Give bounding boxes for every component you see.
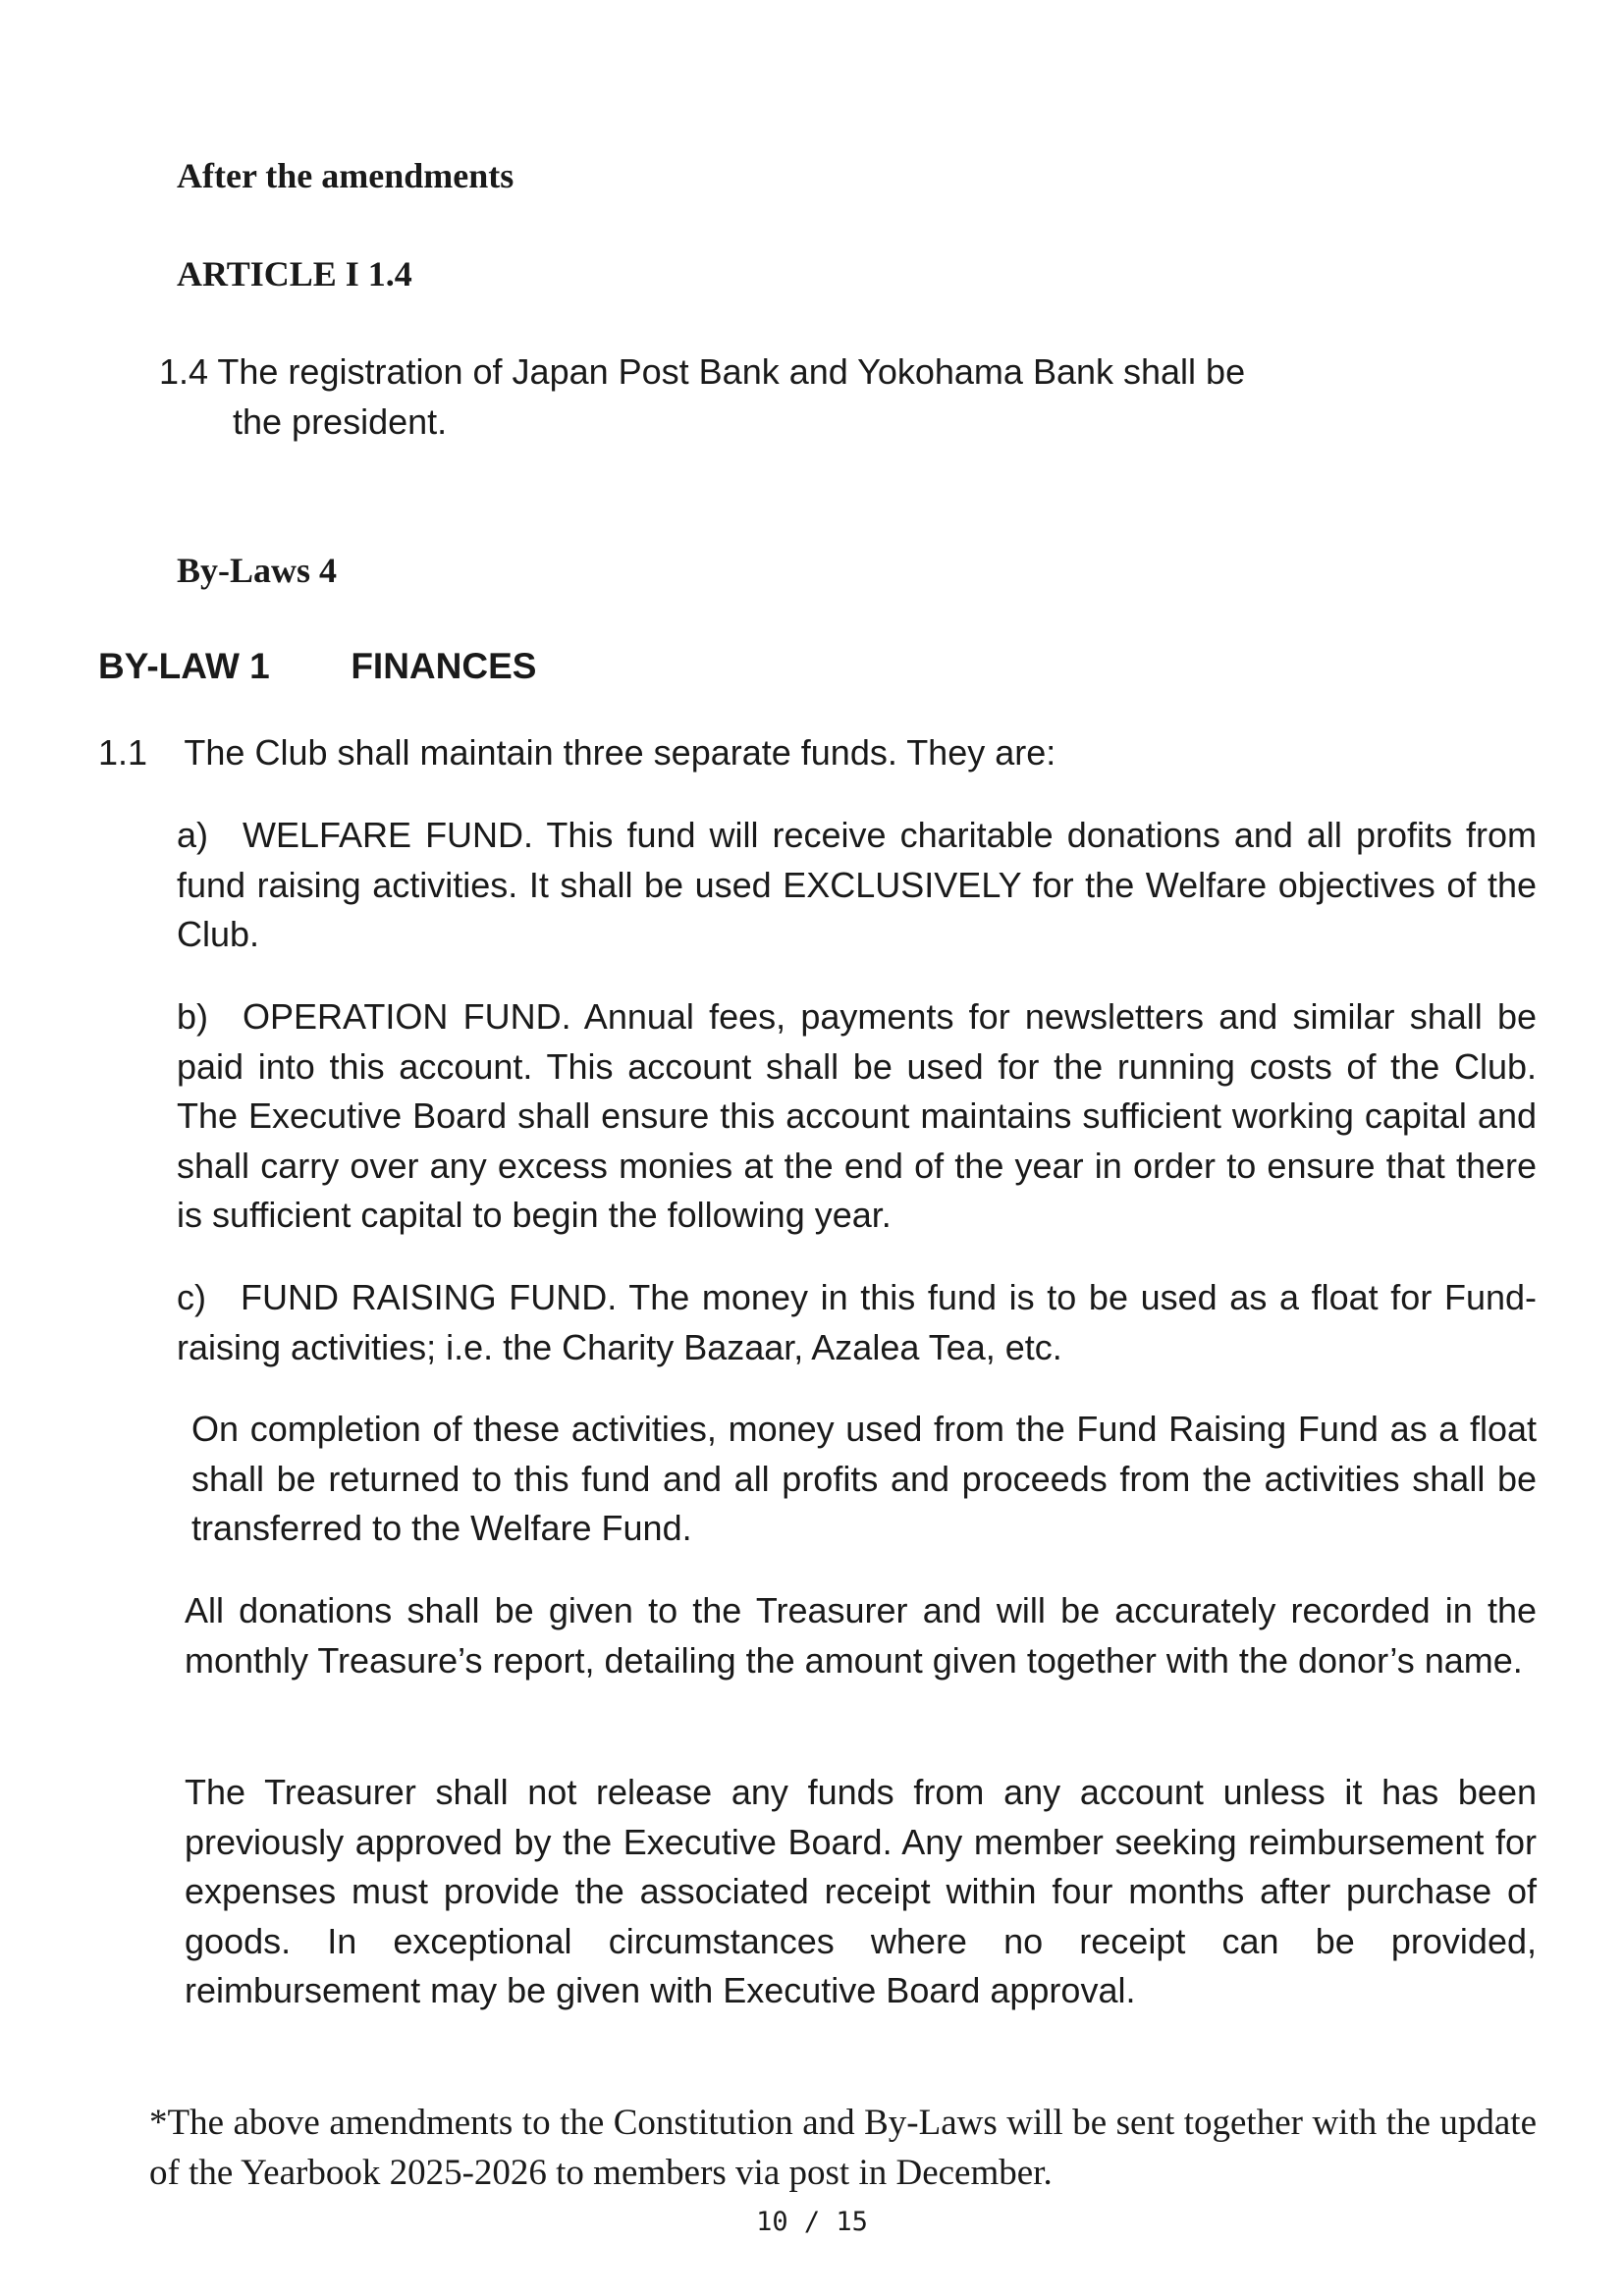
fund-text: WELFARE FUND. This fund will receive charitable donations and all profits from fund raising activities. It shall be used EXCLUSIVELY for the Welfare objectives of the Club. bbox=[177, 815, 1537, 954]
article-heading: ARTICLE I 1.4 bbox=[177, 254, 412, 294]
fund-item-operation bbox=[177, 992, 1537, 1241]
fund-marker: c) bbox=[177, 1277, 206, 1317]
article-clause-line-2: the president. bbox=[233, 400, 448, 442]
donations-paragraph: All donations shall be given to the Treasurer and will be accurately recorded in the monthly Treasure’s report, detailing the amount given together with the donor’s name. bbox=[185, 1590, 1537, 1681]
article-clause-line-1: 1.4 The registration of Japan Post Bank and Yokohama Bank shall be bbox=[159, 351, 1246, 392]
clause-text: The Club shall maintain three separate funds. They are: bbox=[184, 732, 1056, 773]
fund-text: OPERATION FUND. Annual fees, payments for newsletters and similar shall be paid into this account. This account shall be used for the running costs of the Club. The Executive Board shall ensure this account maintains sufficient working capital and shall carry over any excess monies at the end of the year in order to ensure that there is sufficient capital to begin the following year. bbox=[177, 996, 1537, 1235]
fund-marker: b) bbox=[177, 996, 209, 1037]
fund-item-fund-raising bbox=[177, 1273, 1537, 1372]
treasurer-paragraph: The Treasurer shall not release any funds from any account unless it has been previously approved by the Executive Board. Any member seeking reimbursement for expenses must provide the associated receipt within four months after purchase of goods. In exceptional circumstances where no receipt can be provided, reimbursement may be given with Executive Board approval. bbox=[185, 1772, 1537, 2010]
completion-paragraph: On completion of these activities, money used from the Fund Raising Fund as a float shall be returned to this fund and all profits and proceeds from the activities shall be transferred to the Welfare Fund. bbox=[191, 1409, 1537, 1548]
fund-item-welfare bbox=[177, 811, 1537, 960]
bylaws-heading: By-Laws 4 bbox=[177, 551, 338, 590]
article-clause bbox=[159, 347, 1435, 447]
bylaw-number: BY-LAW 1 bbox=[98, 646, 270, 686]
amendments-heading: After the amendments bbox=[177, 156, 514, 195]
clause-number: 1.1 bbox=[98, 732, 148, 773]
footnote: *The above amendments to the Constitution and By-Laws will be sent together with the update of the Yearbook 2025-2026 to members via post in December. bbox=[149, 2103, 1537, 2193]
page-number: 10 / 15 bbox=[756, 2207, 868, 2237]
bylaw-title: FINANCES bbox=[351, 646, 537, 686]
fund-text: FUND RAISING FUND. The money in this fund is to be used as a float for Fund-raising activities; i.e. the Charity Bazaar, Azalea Tea, etc. bbox=[177, 1277, 1537, 1367]
fund-marker: a) bbox=[177, 815, 209, 855]
bylaw-title-row bbox=[98, 646, 536, 687]
clause-1-1 bbox=[98, 728, 1056, 778]
